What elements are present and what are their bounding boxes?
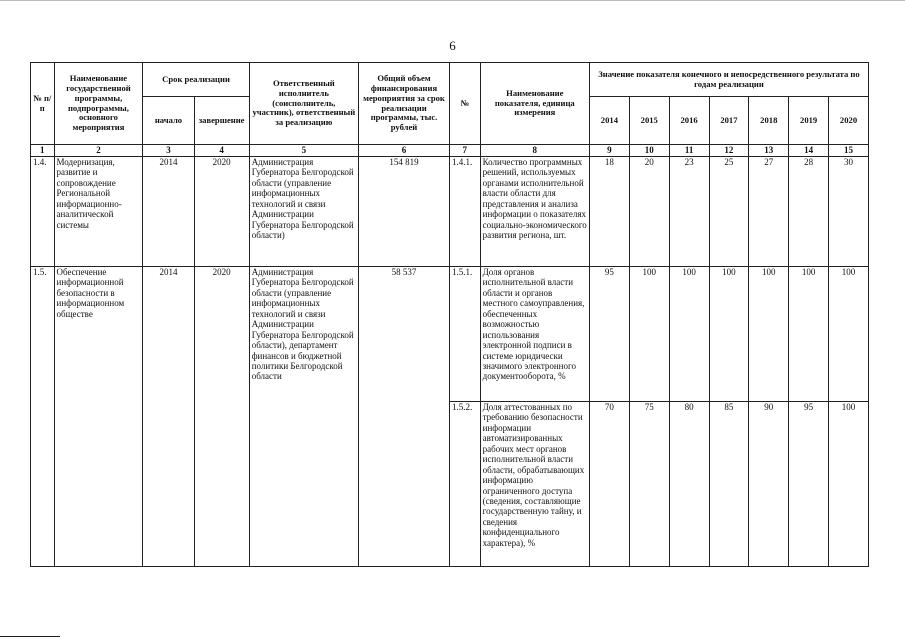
column-number: 9 (589, 145, 629, 157)
row-indicator: Доля аттестованных по требованию безопасности информации автоматизированных рабочих мест органов исполнительной власти области, обрабатывающих информацию ограниченного доступа (сведения, составляющие государственную тайну, и сведения конфиденциального характера), % (480, 402, 589, 567)
row-name: Обеспечение информационной безопасности в информационном обществе (54, 267, 143, 567)
row-value: 80 (669, 402, 709, 567)
header-term-end: завершение (194, 97, 249, 145)
column-number: 8 (480, 145, 589, 157)
column-number: 10 (629, 145, 669, 157)
header-indicator-num: № (449, 63, 480, 145)
row-executor: Администрация Губернатора Белгородской области (управление информационных технологий и связи Администрации Губернатора Белгородской области) (249, 157, 358, 267)
column-number: 12 (709, 145, 749, 157)
header-executor: Ответственный исполнитель (соисполнитель, участник), ответственный за реализацию (249, 63, 358, 145)
row-indicator: Доля органов исполнительной власти области и органов местного самоуправления, обеспеченных возможностью использования электронной подписи в системе юридически значимого электронного документооборота, % (480, 267, 589, 402)
header-values: Значение показателя конечного и непосредственного результата по годам реализации (589, 63, 868, 97)
column-number: 1 (31, 145, 55, 157)
column-number-row (31, 145, 869, 157)
scan-edge-line (0, 0, 905, 1)
column-number: 6 (359, 145, 450, 157)
row-value: 100 (749, 267, 789, 402)
header-year: 2018 (749, 97, 789, 145)
row-indicator-num: 1.5.2. (449, 402, 480, 567)
row-value: 18 (589, 157, 629, 267)
header-indicator: Наименование показателя, единица измерения (480, 63, 589, 145)
row-indicator-num: 1.5.1. (449, 267, 480, 402)
column-number: 13 (749, 145, 789, 157)
header-name: Наименование государственной программы, подпрограммы, основного мероприятия (54, 63, 143, 145)
column-number: 4 (194, 145, 249, 157)
row-end: 2020 (194, 267, 249, 567)
row-end: 2020 (194, 157, 249, 267)
column-number: 15 (829, 145, 869, 157)
column-number: 7 (449, 145, 480, 157)
header-year: 2019 (789, 97, 829, 145)
column-number: 5 (249, 145, 358, 157)
header-year: 2014 (589, 97, 629, 145)
row-funding: 154 819 (359, 157, 450, 267)
row-value: 100 (669, 267, 709, 402)
row-value: 100 (829, 402, 869, 567)
row-value: 90 (749, 402, 789, 567)
row-num: 1.5. (31, 267, 55, 567)
row-value: 100 (789, 267, 829, 402)
row-name: Модернизация, развитие и сопровождение Региональной информационно-аналитической системы (54, 157, 143, 267)
row-value: 23 (669, 157, 709, 267)
row-value: 75 (629, 402, 669, 567)
row-value: 27 (749, 157, 789, 267)
header-funding: Общий объем финансирования мероприятия за срок реализации программы, тыс. рублей (359, 63, 450, 145)
row-value: 20 (629, 157, 669, 267)
row-indicator-num: 1.4.1. (449, 157, 480, 267)
row-value: 100 (629, 267, 669, 402)
row-value: 100 (709, 267, 749, 402)
column-number: 3 (143, 145, 194, 157)
row-funding: 58 537 (359, 267, 450, 567)
program-table (30, 62, 869, 567)
header-year: 2015 (629, 97, 669, 145)
row-num: 1.4. (31, 157, 55, 267)
row-start: 2014 (143, 157, 194, 267)
header-year: 2017 (709, 97, 749, 145)
row-value: 100 (829, 267, 869, 402)
table-row (31, 157, 869, 267)
column-number: 2 (54, 145, 143, 157)
row-value: 95 (589, 267, 629, 402)
row-start: 2014 (143, 267, 194, 567)
header-term-start: начало (143, 97, 194, 145)
header-year: 2020 (829, 97, 869, 145)
row-value: 70 (589, 402, 629, 567)
header-term: Срок реализации (143, 63, 249, 97)
scan-edge-line (0, 636, 60, 637)
table-row (31, 267, 869, 402)
page-number: 6 (449, 38, 456, 53)
row-value: 25 (709, 157, 749, 267)
row-indicator: Количество программных решений, используемых органами исполнительной власти области для представления и анализа информации о показателях социально-экономического развития региона, шт. (480, 157, 589, 267)
row-value: 28 (789, 157, 829, 267)
row-executor: Администрация Губернатора Белгородской области (управление информационных технологий и связи Администрации Губернатора Белгородской области), департамент финансов и бюджетной политики Белгородской области (249, 267, 358, 567)
column-number: 11 (669, 145, 709, 157)
row-value: 30 (829, 157, 869, 267)
row-value: 85 (709, 402, 749, 567)
row-value: 95 (789, 402, 829, 567)
column-number: 14 (789, 145, 829, 157)
header-num: № п/п (31, 63, 55, 145)
header-year: 2016 (669, 97, 709, 145)
